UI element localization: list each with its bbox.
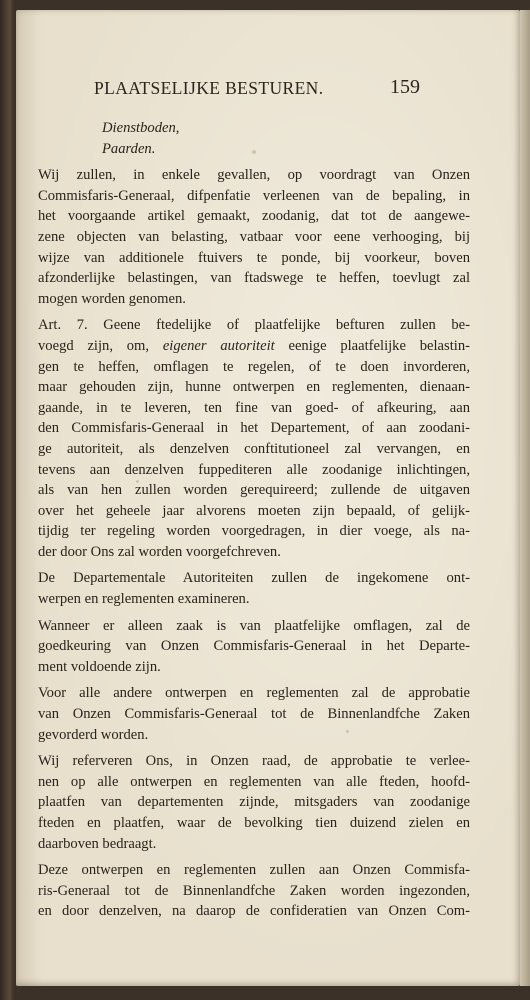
text-line: plaatfen van departementen zijnde, mitsgaders van zoodanige: [38, 794, 470, 811]
page-number: 159: [390, 76, 420, 98]
text-line: van Onzen Commisfaris-Generaal tot de Binnenlandfche Zaken: [38, 706, 470, 723]
text-line: ris-Generaal tot de Binnenlandfche Zaken worden ingezonden,: [38, 882, 470, 899]
text-line: gen te heffen, omflagen te regelen, of te doen invorderen,: [38, 358, 470, 375]
text-run: voegd zijn, om,: [38, 337, 163, 354]
text-line: [38, 336, 470, 357]
list-item: Dienstboden,: [102, 120, 180, 136]
text-line: De Departementale Autoriteiten zullen de ingekomene ont-: [38, 570, 470, 587]
text-line: Deze ontwerpen en reglementen zullen aan Onzen Commisfa-: [38, 862, 470, 879]
running-head: PLAATSELIJKE BESTUREN.: [94, 78, 324, 98]
text-line: nen op alle ontwerpen en reglementen van alle fteden, hoofd-: [38, 773, 470, 790]
list-item: Paarden.: [102, 140, 156, 157]
text-line: Voor alle andere ontwerpen en reglementen zal de approbatie: [38, 685, 470, 702]
text-line: mogen worden genomen.: [38, 290, 186, 307]
text-line: Wij zullen, in enkele gevallen, op voordragt van Onzen: [38, 167, 470, 184]
text-line: als van hen zullen worden gerequireerd; zullende de uitgaven: [38, 482, 470, 499]
text-line: ment voldoende zijn.: [38, 658, 161, 675]
text-line: Art. 7. Geene ftedelijke of plaatfelijke befturen zullen be-: [38, 317, 470, 334]
text-line: gaande, in te leveren, ten fine van goed- of afkeuring, aan: [38, 399, 470, 416]
text-line: tijdig ter regeling worden voorgedragen, in dier voege, als na-: [38, 523, 470, 540]
text-line: Commisfaris-Generaal, difpenfatie verleenen van de bepaling, in: [38, 187, 470, 204]
text-line: wijze van additionele ftuivers te ponde, bij voorkeur, boven: [38, 249, 470, 266]
text-line: afzonderlijke belastingen, van ftadswege te heffen, toevlugt zal: [38, 270, 470, 287]
paragraph-5: [38, 683, 470, 745]
paragraph-3: [38, 568, 470, 609]
page-edge: [520, 10, 530, 986]
text-line: fteden en plaatfen, waar de bevolking tien duizend zielen en: [38, 815, 470, 831]
text-line: werpen en reglementen examineren.: [38, 591, 250, 608]
text-line: en door denzelven, na daarop de confideratien van Onzen Com-: [38, 903, 470, 920]
paragraph-4: [38, 616, 470, 678]
text-line: tevens aan denzelven fuppediteren alle zoodanige inlichtingen,: [38, 461, 470, 478]
text-line: maar gehouden zijn, hunne ontwerpen en reglementen, dienaan-: [38, 379, 470, 396]
paragraph-article-7: [38, 315, 470, 562]
text-line: het voorgaande artikel gemaakt, zoodanig, dat tot de aangewe-: [38, 208, 470, 225]
text-line: goedkeuring van Onzen Commisfaris-Generaal in het Departe-: [38, 638, 470, 655]
paragraph-7: [38, 860, 470, 922]
text-line: Wanneer er alleen zaak is van plaatfelijke omflagen, zal de: [38, 617, 470, 634]
text-line: gevorderd worden.: [38, 726, 149, 743]
text-line: Wij referveren Ons, in Onzen raad, de approbatie te verlee-: [38, 753, 470, 770]
text-line: daarboven bedraagt.: [38, 835, 157, 852]
text-line: den Commisfaris-Generaal in het Departement, of aan zoodani-: [38, 420, 470, 437]
italic-phrase: eigener autoriteit: [162, 337, 275, 354]
text-line: der door Ons zal worden voorgefchreven.: [38, 543, 281, 560]
text-line: over het geheele jaar alvorens moeten zijn bepaald, of gelijk-: [38, 502, 470, 519]
list: [38, 118, 470, 159]
body-text: [38, 118, 470, 928]
paragraph-6: [38, 751, 470, 854]
text-line: zene objecten van belasting, vatbaar voor eene verhooging, bij: [38, 228, 470, 245]
paragraph-1: [38, 165, 470, 309]
text-line: ge autoriteit, als denzelven conftitutioneel zal vervangen, en: [38, 440, 470, 457]
text-run: eenige plaatfelijke belastin-: [274, 337, 470, 354]
